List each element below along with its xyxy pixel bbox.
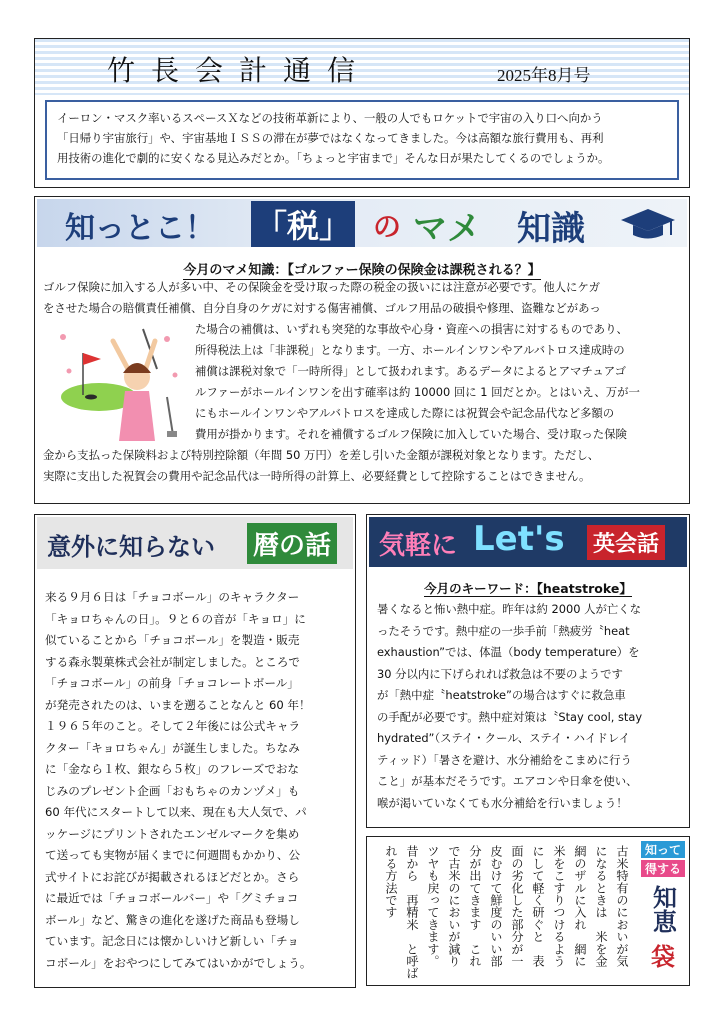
tax-body-top [43,277,683,319]
english-line: の手配が必要です。熱中症対策は〝Stay cool, stay [377,709,643,724]
calendar-line: て送っても実物が届くまでに何週間もかかり、公 [45,848,301,862]
calendar-line: ボール」など、驚きの進化を遂げた商品も登場し [45,912,300,927]
english-line: exhaustion”では、体温（body temperature）を [377,645,640,659]
tax-line: にもホールインワンやアルバトロスを達成した際には祝賀会や記念品代など多額の [195,406,615,420]
tax-body-wrap [195,319,683,445]
english-banner [369,517,687,567]
calendar-line: 60 年代にスタートして以来、現在も大人気で、パ [45,805,307,819]
calendar-body [45,587,349,974]
tips-column: 米をこすりつけるよう [552,845,566,967]
calendar-line: に「金なら１枚、銀なら５枚」のフレーズでおな [45,762,300,776]
calendar-line: 「キョロちゃんの日」。９と６の音が「キョロ」に [45,611,306,626]
badge-text: 袋 [651,943,675,971]
graduation-cap-icon [619,207,677,241]
tips-badge [641,841,685,981]
badge-text: 知恵 [648,885,677,933]
english-line: 暑くなると怖い熱中症。昨年は約 2000 人が亡くな [377,602,642,616]
english-section [366,514,690,828]
newsletter-header [34,38,690,188]
calendar-line: に最近では「チョコボールバー」や「グミチョコ [45,891,299,905]
calendar-line: クター「キョロちゃん」が誕生しました。ちなみ [45,740,300,755]
badge-text: 得する [641,860,685,877]
english-line: が「熱中症〝heatstroke”の場合はすぐに救急車 [377,688,626,702]
newsletter-title: 竹長会計通信 [107,54,372,87]
intro-line: イーロン・マスク率いるスペースＸなどの技術革新により、一般の人でもロケットで宇宙の入り口へ向かう [57,111,603,125]
english-line: 30 分以内に下げられれば救急は不要のようです [377,666,623,681]
tax-line: 補償は課税対象で「一時所得」として扱われます。あるデータによるとアマチュアゴ [195,364,627,378]
calendar-line: ています。記念日には懐かしいけど新しい「チョ [45,934,299,948]
banner-text: Let's [473,519,565,559]
tips-column: 網のザルに入れ 網に [573,845,587,967]
english-line: ったそうです。熱中症の一歩手前「熱疲労〝heat [377,623,630,638]
tax-line: 所得税法上は「非課税」となります。一方、ホールインワンやアルバトロス達成時の [195,343,625,357]
issue-date: 2025年8月号 [497,66,591,85]
tax-line: 費用が掛かります。それを補償するゴルフ保険に加入していた場合、受け取った保険 [195,427,627,441]
banner-text: の [373,210,402,243]
calendar-line: が発売されたのは、いまを遡ることなんと 60 年！ [45,697,311,712]
tips-column: ツヤも戻ってきます。 [426,845,440,967]
tax-line: ゴルフ保険に加入する人が多い中、その保険金を受け取った際の税金の扱いには注意が必要です。他人にケガ [43,280,601,294]
banner-text: 知っとこ！ [65,211,215,246]
badge-text: 知って [641,841,685,858]
calendar-line: コボール」をおやつにしてみてはいかがでしょう。 [45,955,312,970]
tips-column: れる方法です [384,845,398,919]
tax-trivia-section [34,196,690,504]
banner-text: 知識 [517,209,585,249]
banner-text: 「税」 [251,201,355,247]
english-line: こと」が基本だそうです。エアコンや日傘を使い、 [377,774,638,788]
english-body [377,599,685,814]
english-heading: 今月のキーワード：【heatstroke】 [424,581,632,596]
tips-column: で古米のにおいが減り [447,845,461,967]
calendar-line: 式サイトにお詫びが掲載されるほどだとか。さら [45,869,300,884]
tips-column: 面の劣化した部分が一 [510,845,524,967]
tax-line: 実際に支出した祝賀会の費用や記念品代は一時所得の計算上、必要経費として控除することはできません。 [43,469,591,483]
tax-heading: 今月のマメ知識：【ゴルファー保険の保険金は課税される？】 [183,263,541,278]
tips-column: 皮むけて鮮度のいい部 [489,845,503,967]
tax-banner [37,199,687,247]
tips-column: 古米特有のにおいが気 [615,845,629,967]
calendar-line: １９６５年のこと。そして２年後には公式キャラ [45,719,301,733]
calendar-story-section [34,514,356,988]
intro-line: 用技術の進化で劇的に安くなる見込みだとか。「ちょっと宇宙まで」そんな日が果たしてくるのでしょうか。 [57,151,610,165]
tips-section [366,836,690,986]
tips-column: にして軽く研ぐと 表 [531,845,545,967]
banner-text: 暦の話 [247,523,337,564]
banner-text: 気軽に [379,531,458,561]
english-line: hydrated”（ステイ・クール、ステイ・ハイドレイ [377,731,631,745]
calendar-banner [37,517,353,569]
intro-text [45,100,679,180]
tips-column: になるときは 米を金 [594,845,608,967]
tips-column: 分が出てきます これ [468,845,482,967]
english-line: ティッド）「暑さを避け、水分補給をこまめに行う [377,752,632,767]
golfer-illustration [55,323,187,445]
calendar-line: する森永製菓株式会社が制定しました。ところで [45,654,300,669]
calendar-line: 来る９月６日は「チョコボール」のキャラクター [45,590,300,604]
banner-text: 英会話 [587,525,665,560]
banner-text: マメ [413,209,481,249]
banner-text: 意外に知らない [47,533,215,561]
calendar-line: 似ていることから「チョコボール」を製造・販売 [45,633,300,647]
tax-body-bottom [43,445,683,487]
calendar-line: じみのプレゼント企画「おもちゃのカンヅメ」も [45,783,300,798]
english-line: 喉が渇いていなくても水分補給を行いましょう！ [377,795,628,810]
tax-line: をさせた場合の賠償責任補償、自分自身のケガに対する傷害補償、ゴルフ用品の破損や修理、盗難などがあっ [43,301,601,315]
calendar-line: ッケージにプリントされたエンゼルマークを集め [45,826,300,841]
tax-line: た場合の補償は、いずれも突発的な事故や心身・資産への損害に対するものであり、 [195,322,628,336]
calendar-line: 「チョコボール」の前身「チョコレートボール」 [45,676,299,690]
tax-line: ルファーがホールインワンを出す確率は約 10000 回に 1 回だとか。とはいえ、万が一 [195,385,640,399]
tax-line: 金から支払った保険料および特別控除額（年間 50 万円）を差し引いた金額が課税対象となります。ただし、 [43,448,600,462]
tips-column: 昔から 再精米 と呼ば [405,845,419,980]
intro-line: 「日帰り宇宙旅行」や、宇宙基地ＩＳＳの滞在が夢ではなくなってきました。今は高額な旅行費用も、再利 [57,131,604,145]
